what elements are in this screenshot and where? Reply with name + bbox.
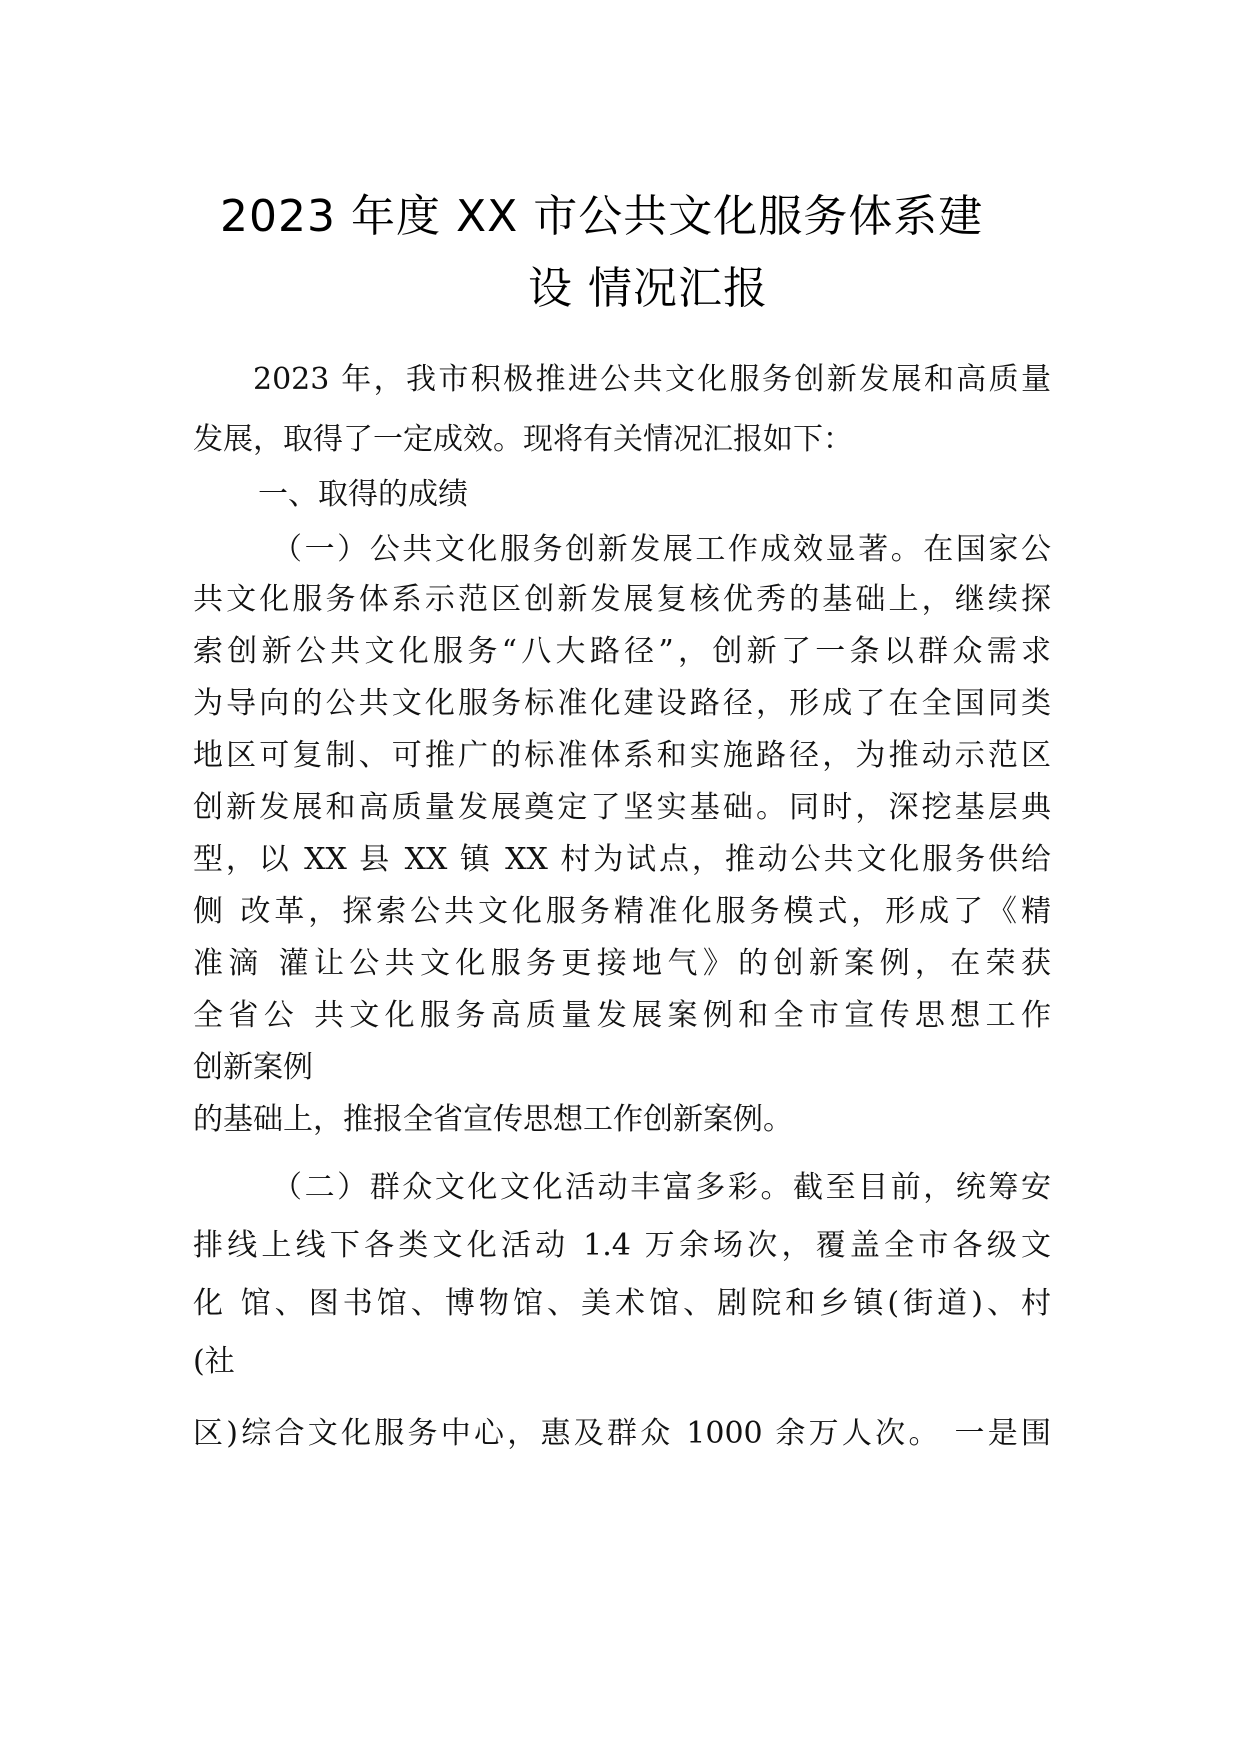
paragraph-1-line-12: 的基础上，推报全省宣传思想工作创新案例。: [193, 1102, 793, 1137]
document-title-line-2: 设 情况汇报: [528, 263, 768, 314]
paragraph-intro-line-2: 发展，取得了一定成效。现将有关情况汇报如下：: [193, 422, 853, 457]
paragraph-1-line-11: 创新案例: [193, 1050, 313, 1085]
paragraph-intro-line-1: 2023 年，我市积极推进公共文化服务创新发展和高质量: [253, 362, 1051, 397]
paragraph-2-line-1: （二）群众文化文化活动丰富多彩。截至目前，统筹安: [272, 1170, 1051, 1205]
paragraph-1-line-3: 索创新公共文化服务“八大路径”，创新了一条以群众需求: [193, 634, 1051, 669]
paragraph-1-line-6: 创新发展和高质量发展奠定了坚实基础。同时，深挖基层典: [193, 790, 1051, 825]
paragraph-1-line-8: 侧 改革，探索公共文化服务精准化服务模式，形成了《精: [193, 894, 1051, 929]
paragraph-1-line-7: 型，以 XX 县 XX 镇 XX 村为试点，推动公共文化服务供给: [193, 842, 1051, 877]
paragraph-1-line-1: （一）公共文化服务创新发展工作成效显著。在国家公: [272, 532, 1051, 567]
paragraph-1-line-5: 地区可复制、可推广的标准体系和实施路径，为推动示范区: [193, 738, 1051, 773]
paragraph-1-line-10: 全省公 共文化服务高质量发展案例和全市宣传思想工作: [193, 998, 1051, 1033]
paragraph-2-line-4: (社: [193, 1344, 235, 1379]
paragraph-1-line-2: 共文化服务体系示范区创新发展复核优秀的基础上，继续探: [193, 582, 1051, 617]
document-title-line-1: 2023 年度 XX 市公共文化服务体系建: [220, 191, 984, 242]
paragraph-1-line-9: 准滴 灌让公共文化服务更接地气》的创新案例，在荣获: [193, 946, 1051, 981]
section-heading-achievements: 一、取得的成绩: [258, 477, 468, 512]
paragraph-2-line-2: 排线上线下各类文化活动 1.4 万余场次，覆盖全市各级文: [193, 1228, 1051, 1263]
paragraph-1-line-4: 为导向的公共文化服务标准化建设路径，形成了在全国同类: [193, 686, 1051, 721]
paragraph-2-line-3: 化 馆、图书馆、博物馆、美术馆、剧院和乡镇(街道)、村: [193, 1286, 1051, 1321]
paragraph-2-line-5: 区)综合文化服务中心，惠及群众 1000 余万人次。 一是围: [193, 1416, 1051, 1451]
